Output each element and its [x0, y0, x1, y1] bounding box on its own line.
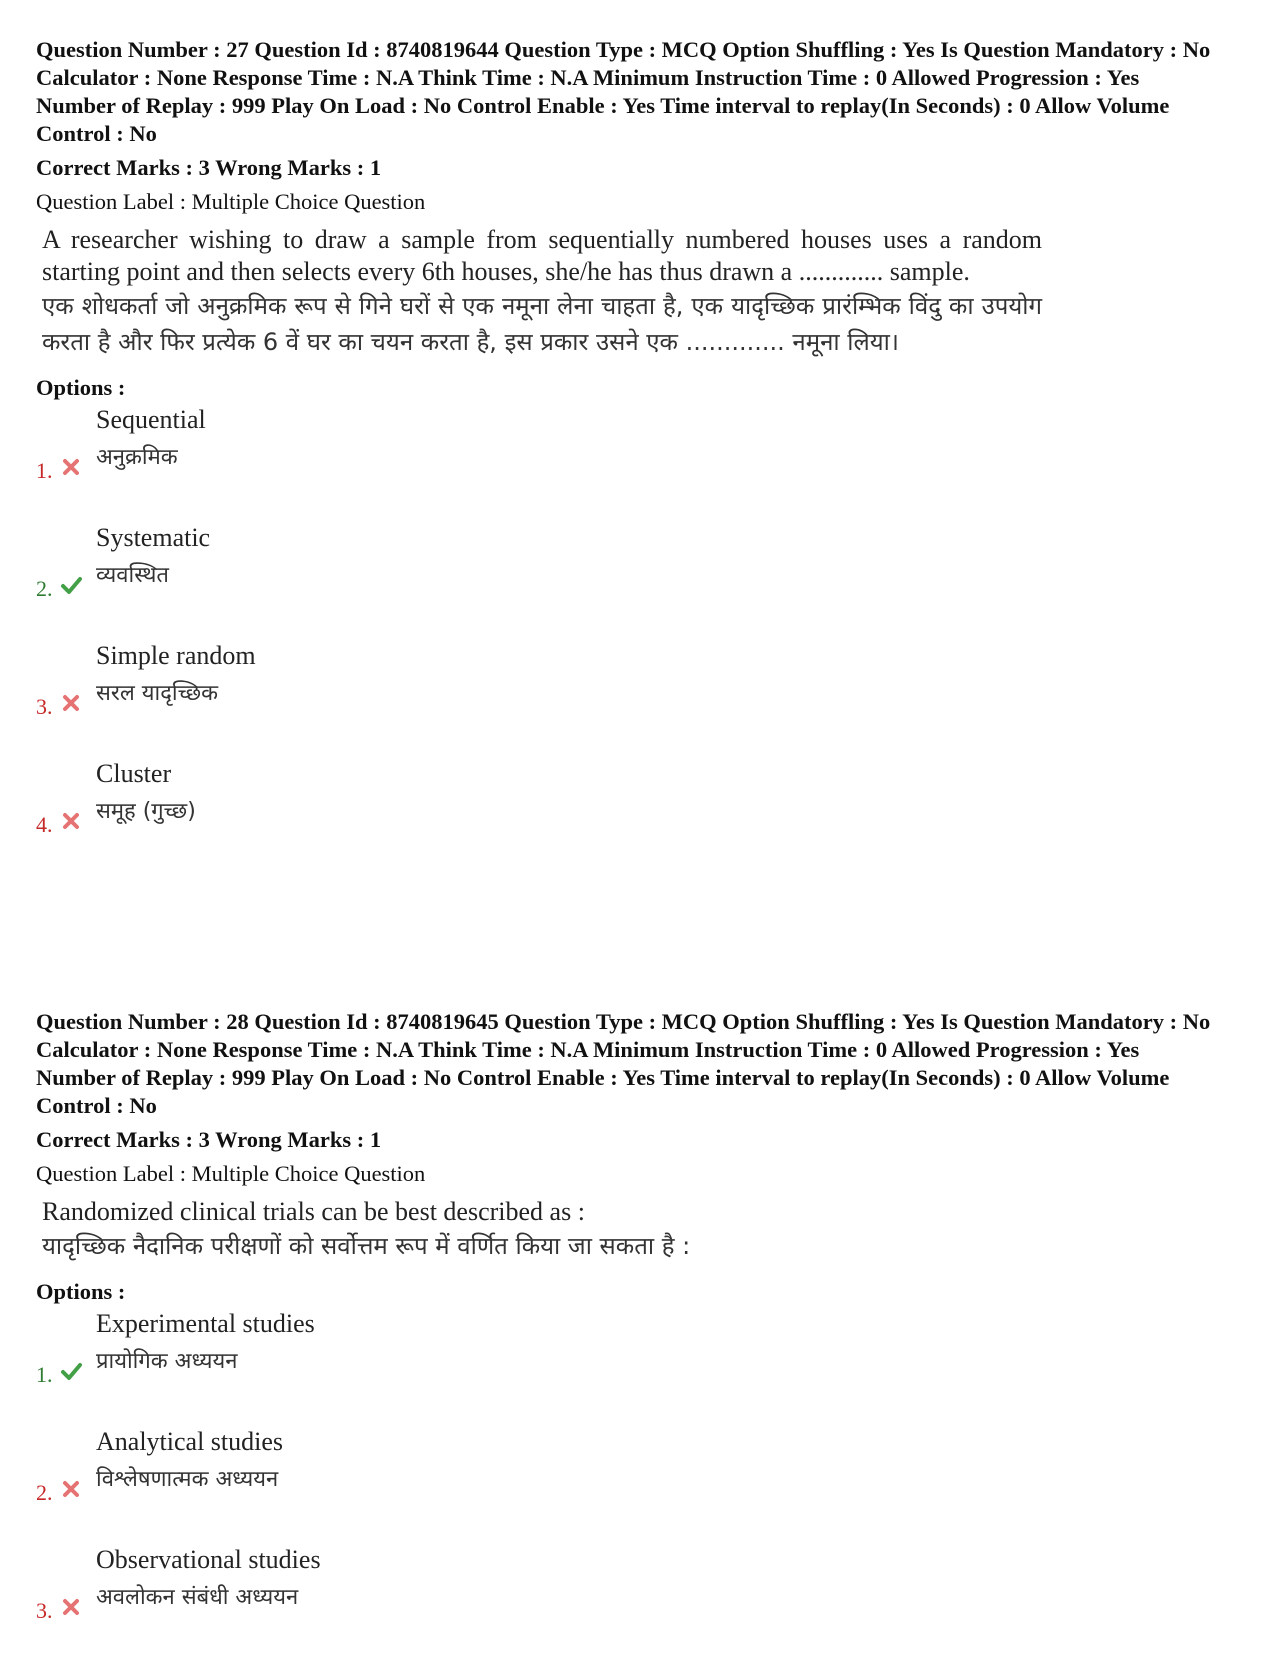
option-text-english: Systematic — [96, 523, 211, 552]
cross-icon — [60, 1478, 82, 1500]
options-list — [36, 1306, 1236, 1660]
option-number: 2. — [36, 576, 53, 601]
check-icon — [60, 1360, 82, 1382]
options-heading: Options : — [36, 375, 126, 400]
options-list — [36, 402, 1236, 874]
cross-icon — [60, 1596, 82, 1618]
option-4 — [36, 756, 1236, 874]
option-number: 1. — [36, 1362, 53, 1387]
question-text-hindi: एक शोधकर्ता जो अनुक्रमिक रूप से गिने घरों से एक नमूना लेना चाहता है, एक यादृच्छिक प्रारंम्भिक विंदु का उपयोग करता है और फिर प्रत्येक 6 वें घर का चयन करता है, इस प्रकार उसने एक ............. नमूना लिया। — [42, 292, 1042, 356]
option-number: 1. — [36, 458, 53, 483]
options-heading: Options : — [36, 1279, 126, 1304]
option-text-english: Simple random — [96, 641, 256, 670]
option-text-hindi: प्रायोगिक अध्ययन — [96, 1349, 238, 1374]
question-text — [42, 224, 1042, 360]
option-text-hindi: अनुक्रमिक — [96, 445, 178, 470]
option-text-english: Analytical studies — [96, 1427, 284, 1456]
option-text-hindi: अवलोकन संबंधी अध्ययन — [96, 1585, 299, 1610]
question-27 — [36, 36, 1236, 874]
option-text-hindi: समूह (गुच्छ) — [96, 799, 196, 824]
cross-icon — [60, 456, 82, 478]
option-text-hindi: सरल यादृच्छिक — [96, 681, 219, 706]
question-28 — [36, 1008, 1236, 1660]
option-text-english: Experimental studies — [96, 1309, 315, 1338]
question-meta: Question Number : 28 Question Id : 8740819645 Question Type : MCQ Option Shuffling : Yes Is Question Mandatory : No Calculator : None Response Time : N.A Think Time : N.A Minimum Instruction Time : 0 Allowed Progression : Yes Number of Replay : 999 Play On Load : No Control Enable : Yes Time interval to replay(In Seconds) : 0 Allow Volume Control : No — [36, 1009, 1211, 1118]
option-1 — [36, 1306, 1236, 1424]
option-text-hindi: व्यवस्थित — [96, 563, 169, 588]
question-meta: Question Number : 27 Question Id : 8740819644 Question Type : MCQ Option Shuffling : Yes Is Question Mandatory : No Calculator : None Response Time : N.A Think Time : N.A Minimum Instruction Time : 0 Allowed Progression : Yes Number of Replay : 999 Play On Load : No Control Enable : Yes Time interval to replay(In Seconds) : 0 Allow Volume Control : No — [36, 37, 1211, 146]
option-3 — [36, 1542, 1236, 1660]
marks-line: Correct Marks : 3 Wrong Marks : 1 — [36, 1127, 382, 1152]
option-1 — [36, 402, 1236, 520]
option-text-english: Cluster — [96, 759, 172, 788]
option-number: 2. — [36, 1480, 53, 1505]
option-number: 3. — [36, 1598, 53, 1623]
question-text-hindi: यादृच्छिक नैदानिक परीक्षणों को सर्वोत्तम रूप में वर्णित किया जा सकता है : — [42, 1232, 691, 1260]
check-icon — [60, 574, 82, 596]
question-label: Question Label : Multiple Choice Question — [36, 189, 426, 214]
question-text — [42, 1196, 1042, 1264]
option-number: 3. — [36, 694, 53, 719]
cross-icon — [60, 692, 82, 714]
option-number: 4. — [36, 812, 53, 837]
question-text-english: Randomized clinical trials can be best described as : — [42, 1197, 585, 1226]
option-2 — [36, 1424, 1236, 1542]
marks-line: Correct Marks : 3 Wrong Marks : 1 — [36, 155, 382, 180]
option-text-english: Sequential — [96, 405, 206, 434]
option-2 — [36, 520, 1236, 638]
option-text-english: Observational studies — [96, 1545, 321, 1574]
cross-icon — [60, 810, 82, 832]
option-text-hindi: विश्लेषणात्मक अध्ययन — [96, 1467, 279, 1492]
question-text-english: A researcher wishing to draw a sample from sequentially numbered houses uses a random starting point and then selects every 6th houses, she/he has thus drawn a ............. sample. — [42, 225, 1042, 286]
option-3 — [36, 638, 1236, 756]
question-label: Question Label : Multiple Choice Question — [36, 1161, 426, 1186]
